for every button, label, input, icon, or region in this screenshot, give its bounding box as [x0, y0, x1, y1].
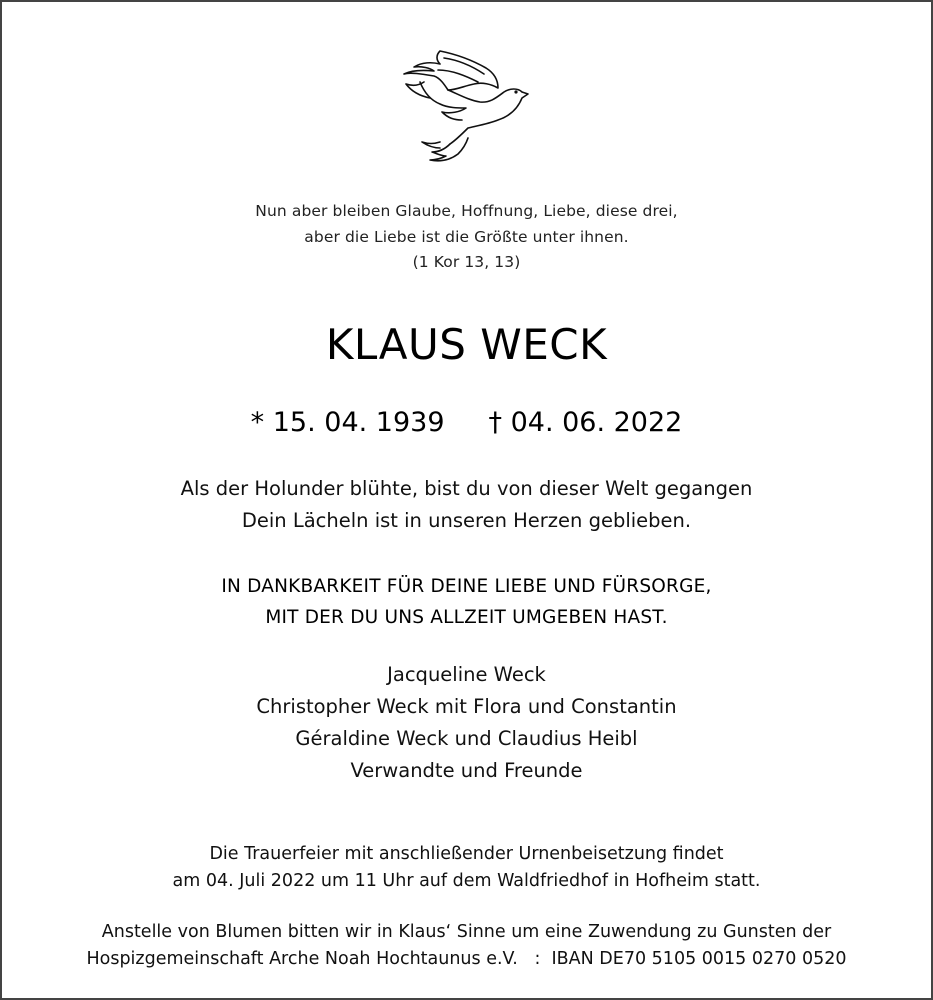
mourner-1: Jacqueline Weck	[387, 663, 546, 686]
mourner-3: Géraldine Weck und Claudius Heibl	[295, 727, 638, 750]
mourner-4: Verwandte und Freunde	[350, 759, 583, 782]
gratitude-line-1: IN DANKBARKEIT FÜR DEINE LIEBE UND FÜRSORGE,	[221, 576, 712, 597]
verse-reference: (1 Kor 13, 13)	[412, 253, 521, 271]
service-line-1: Die Trauerfeier mit anschließender Urnenbeisetzung findet	[209, 844, 724, 864]
quote-line-1: Als der Holunder blühte, bist du von dieser Welt gegangen	[180, 477, 753, 500]
quote-line-2: Dein Lächeln ist in unseren Herzen geblieben.	[241, 509, 692, 532]
gratitude-line-2: MIT DER DU UNS ALLZEIT UMGEBEN HAST.	[265, 607, 668, 628]
birth-date: * 15. 04. 1939	[250, 407, 445, 438]
life-dates	[2, 407, 931, 438]
donation-line-1: Anstelle von Blumen bitten wir in Klaus‘ Sinne um eine Zuwendung zu Gunsten der	[101, 922, 832, 942]
verse-line-1: Nun aber bleiben Glaube, Hoffnung, Liebe, diese drei,	[255, 202, 678, 220]
service-line-2: am 04. Juli 2022 um 11 Uhr auf dem Waldfriedhof in Hofheim statt.	[172, 871, 761, 891]
donation-line-2: Hospizgemeinschaft Arche Noah Hochtaunus e.V. : IBAN DE70 5105 0015 0270 0520	[86, 949, 847, 969]
mourner-2: Christopher Weck mit Flora und Constantin	[256, 695, 677, 718]
verse-line-2: aber die Liebe ist die Größte unter ihnen.	[304, 228, 629, 246]
death-date: † 04. 06. 2022	[488, 407, 683, 438]
deceased-name: KLAUS WECK	[325, 320, 608, 369]
dove-icon	[400, 46, 532, 164]
